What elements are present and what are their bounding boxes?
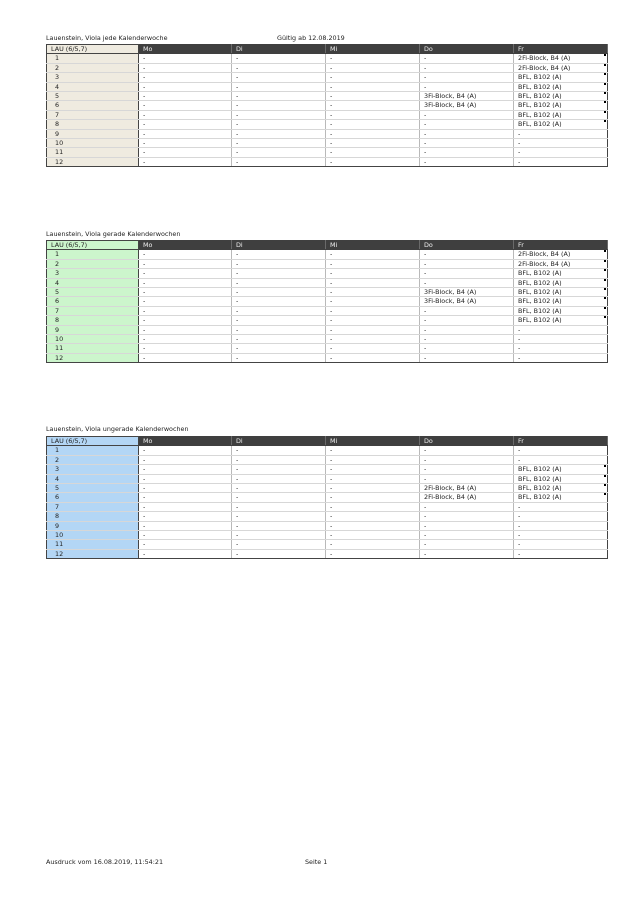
lesson-cell-mi: - xyxy=(326,493,420,502)
lesson-cell-mo: - xyxy=(139,63,232,72)
page-footer xyxy=(46,857,606,867)
lesson-cell-mi: - xyxy=(326,325,420,334)
table-row xyxy=(47,484,608,493)
lesson-cell-fr: BFL, B102 (A) xyxy=(514,484,608,493)
lesson-cell-do: - xyxy=(420,465,514,474)
period-number: 5 xyxy=(47,288,139,297)
lesson-cell-di: - xyxy=(232,455,326,464)
table-row xyxy=(47,120,608,129)
lesson-cell-mi: - xyxy=(326,110,420,119)
lesson-cell-fr: BFL, B102 (A) xyxy=(514,297,608,306)
lesson-cell-di: - xyxy=(232,493,326,502)
lesson-cell-mi: - xyxy=(326,531,420,540)
lesson-cell-mi: - xyxy=(326,63,420,72)
lesson-cell-do: 3Fi-Block, B4 (A) xyxy=(420,288,514,297)
lesson-cell-di: - xyxy=(232,259,326,268)
lesson-cell-mo: - xyxy=(139,148,232,157)
lesson-cell-mo: - xyxy=(139,129,232,138)
lesson-cell-do: 3Fi-Block, B4 (A) xyxy=(420,92,514,101)
period-number: 7 xyxy=(47,110,139,119)
lesson-cell-mo: - xyxy=(139,344,232,353)
period-number: 10 xyxy=(47,531,139,540)
table-row xyxy=(47,306,608,315)
lesson-cell-fr: - xyxy=(514,335,608,344)
lesson-cell-di: - xyxy=(232,157,326,166)
table-row xyxy=(47,148,608,157)
lesson-cell-do: - xyxy=(420,512,514,521)
lesson-cell-mo: - xyxy=(139,493,232,502)
lesson-cell-mi: - xyxy=(326,157,420,166)
day-header-fr: Fr xyxy=(514,437,608,446)
period-number: 12 xyxy=(47,549,139,558)
lesson-cell-di: - xyxy=(232,297,326,306)
table-row xyxy=(47,288,608,297)
table-row xyxy=(47,139,608,148)
lesson-cell-mi: - xyxy=(326,73,420,82)
lesson-cell-di: - xyxy=(232,502,326,511)
lesson-cell-mo: - xyxy=(139,259,232,268)
lesson-cell-mi: - xyxy=(326,353,420,362)
lesson-cell-di: - xyxy=(232,549,326,558)
lesson-cell-fr: BFL, B102 (A) xyxy=(514,278,608,287)
period-number: 1 xyxy=(47,54,139,63)
period-number: 8 xyxy=(47,316,139,325)
lesson-cell-mi: - xyxy=(326,465,420,474)
period-number: 2 xyxy=(47,259,139,268)
lesson-cell-do: 3Fi-Block, B4 (A) xyxy=(420,101,514,110)
table-row xyxy=(47,82,608,91)
lesson-cell-di: - xyxy=(232,484,326,493)
lesson-cell-mo: - xyxy=(139,335,232,344)
lesson-cell-mo: - xyxy=(139,446,232,455)
timetable-corner-label: LAU (6/5,7) xyxy=(47,45,139,54)
lesson-cell-fr: - xyxy=(514,455,608,464)
page-number: Seite 1 xyxy=(305,858,328,866)
lesson-cell-fr: - xyxy=(514,344,608,353)
timetable-corner-label: LAU (6/5,7) xyxy=(47,437,139,446)
lesson-cell-di: - xyxy=(232,353,326,362)
table-row xyxy=(47,259,608,268)
lesson-cell-do: - xyxy=(420,306,514,315)
lesson-cell-do: - xyxy=(420,521,514,530)
period-number: 9 xyxy=(47,521,139,530)
lesson-cell-di: - xyxy=(232,316,326,325)
section-2-header xyxy=(46,229,606,239)
lesson-cell-mo: - xyxy=(139,325,232,334)
lesson-cell-mi: - xyxy=(326,250,420,259)
lesson-cell-do: - xyxy=(420,269,514,278)
period-number: 9 xyxy=(47,129,139,138)
lesson-cell-mi: - xyxy=(326,335,420,344)
lesson-cell-mi: - xyxy=(326,455,420,464)
lesson-cell-mo: - xyxy=(139,297,232,306)
valid-from: Gültig ab 12.08.2019 xyxy=(277,34,345,42)
lesson-cell-do: - xyxy=(420,335,514,344)
table-row xyxy=(47,92,608,101)
lesson-cell-di: - xyxy=(232,446,326,455)
lesson-cell-do: 2Fi-Block, B4 (A) xyxy=(420,484,514,493)
lesson-cell-di: - xyxy=(232,465,326,474)
lesson-cell-mi: - xyxy=(326,474,420,483)
lesson-cell-fr: BFL, B102 (A) xyxy=(514,82,608,91)
day-header-do: Do xyxy=(420,437,514,446)
lesson-cell-fr: BFL, B102 (A) xyxy=(514,269,608,278)
day-header-mi: Mi xyxy=(326,241,420,250)
lesson-cell-fr: BFL, B102 (A) xyxy=(514,316,608,325)
lesson-cell-di: - xyxy=(232,269,326,278)
lesson-cell-mo: - xyxy=(139,455,232,464)
table-row xyxy=(47,549,608,558)
lesson-cell-fr: BFL, B102 (A) xyxy=(514,110,608,119)
print-timestamp: Ausdruck vom 16.08.2019, 11:54:21 xyxy=(46,858,164,866)
lesson-cell-fr: - xyxy=(514,353,608,362)
period-number: 10 xyxy=(47,335,139,344)
lesson-cell-fr: - xyxy=(514,446,608,455)
lesson-cell-di: - xyxy=(232,139,326,148)
lesson-cell-mi: - xyxy=(326,512,420,521)
lesson-cell-do: - xyxy=(420,531,514,540)
lesson-cell-mi: - xyxy=(326,446,420,455)
lesson-cell-fr: BFL, B102 (A) xyxy=(514,92,608,101)
lesson-cell-mo: - xyxy=(139,120,232,129)
lesson-cell-mo: - xyxy=(139,157,232,166)
lesson-cell-mi: - xyxy=(326,344,420,353)
period-number: 2 xyxy=(47,455,139,464)
lesson-cell-di: - xyxy=(232,250,326,259)
day-header-di: Di xyxy=(232,437,326,446)
table-row xyxy=(47,465,608,474)
lesson-cell-do: - xyxy=(420,353,514,362)
table-row xyxy=(47,278,608,287)
table-row xyxy=(47,531,608,540)
lesson-cell-fr: 2Fi-Block, B4 (A) xyxy=(514,63,608,72)
lesson-cell-di: - xyxy=(232,278,326,287)
table-row xyxy=(47,110,608,119)
lesson-cell-di: - xyxy=(232,129,326,138)
lesson-cell-mi: - xyxy=(326,129,420,138)
lesson-cell-mo: - xyxy=(139,306,232,315)
lesson-cell-do: 2Fi-Block, B4 (A) xyxy=(420,493,514,502)
period-number: 3 xyxy=(47,269,139,278)
section-1-header xyxy=(46,33,606,43)
table-row xyxy=(47,493,608,502)
lesson-cell-di: - xyxy=(232,344,326,353)
day-header-mi: Mi xyxy=(326,437,420,446)
lesson-cell-di: - xyxy=(232,531,326,540)
lesson-cell-fr: BFL, B102 (A) xyxy=(514,474,608,483)
table-row xyxy=(47,129,608,138)
period-number: 4 xyxy=(47,474,139,483)
lesson-cell-fr: - xyxy=(514,549,608,558)
lesson-cell-di: - xyxy=(232,288,326,297)
lesson-cell-mi: - xyxy=(326,306,420,315)
lesson-cell-mo: - xyxy=(139,531,232,540)
lesson-cell-do: - xyxy=(420,540,514,549)
lesson-cell-mo: - xyxy=(139,474,232,483)
lesson-cell-do: - xyxy=(420,344,514,353)
lesson-cell-mo: - xyxy=(139,250,232,259)
lesson-cell-di: - xyxy=(232,512,326,521)
lesson-cell-fr: - xyxy=(514,502,608,511)
lesson-cell-mo: - xyxy=(139,288,232,297)
period-number: 12 xyxy=(47,157,139,166)
table-row xyxy=(47,63,608,72)
lesson-cell-mo: - xyxy=(139,54,232,63)
timetable-body xyxy=(47,446,608,559)
lesson-cell-mo: - xyxy=(139,540,232,549)
section-title: Lauenstein, Viola ungerade Kalenderwochen xyxy=(46,425,189,433)
timetable-corner-label: LAU (6/5,7) xyxy=(47,241,139,250)
period-number: 1 xyxy=(47,250,139,259)
timetable-body xyxy=(47,54,608,167)
lesson-cell-mi: - xyxy=(326,316,420,325)
period-number: 3 xyxy=(47,73,139,82)
period-number: 2 xyxy=(47,63,139,72)
lesson-cell-mi: - xyxy=(326,120,420,129)
lesson-cell-do: - xyxy=(420,63,514,72)
table-row xyxy=(47,250,608,259)
lesson-cell-do: - xyxy=(420,325,514,334)
table-row xyxy=(47,521,608,530)
lesson-cell-fr: - xyxy=(514,157,608,166)
period-number: 11 xyxy=(47,344,139,353)
lesson-cell-mo: - xyxy=(139,512,232,521)
period-number: 8 xyxy=(47,120,139,129)
period-number: 3 xyxy=(47,465,139,474)
lesson-cell-do: - xyxy=(420,120,514,129)
lesson-cell-di: - xyxy=(232,474,326,483)
table-row xyxy=(47,316,608,325)
table-row xyxy=(47,297,608,306)
lesson-cell-mo: - xyxy=(139,82,232,91)
lesson-cell-di: - xyxy=(232,101,326,110)
lesson-cell-fr: BFL, B102 (A) xyxy=(514,288,608,297)
lesson-cell-do: - xyxy=(420,73,514,82)
period-number: 4 xyxy=(47,82,139,91)
lesson-cell-mo: - xyxy=(139,101,232,110)
period-number: 9 xyxy=(47,325,139,334)
period-number: 12 xyxy=(47,353,139,362)
lesson-cell-do: - xyxy=(420,54,514,63)
table-row xyxy=(47,335,608,344)
lesson-cell-fr: - xyxy=(514,531,608,540)
lesson-cell-mi: - xyxy=(326,288,420,297)
lesson-cell-mi: - xyxy=(326,101,420,110)
day-header-do: Do xyxy=(420,241,514,250)
period-number: 5 xyxy=(47,92,139,101)
lesson-cell-mo: - xyxy=(139,73,232,82)
lesson-cell-mo: - xyxy=(139,269,232,278)
lesson-cell-di: - xyxy=(232,148,326,157)
timetable-even-weeks xyxy=(46,240,608,363)
period-number: 6 xyxy=(47,493,139,502)
lesson-cell-mo: - xyxy=(139,139,232,148)
lesson-cell-di: - xyxy=(232,120,326,129)
lesson-cell-di: - xyxy=(232,521,326,530)
lesson-cell-di: - xyxy=(232,92,326,101)
lesson-cell-di: - xyxy=(232,306,326,315)
lesson-cell-do: - xyxy=(420,129,514,138)
lesson-cell-mi: - xyxy=(326,92,420,101)
day-header-fr: Fr xyxy=(514,45,608,54)
lesson-cell-mi: - xyxy=(326,521,420,530)
table-row xyxy=(47,325,608,334)
section-title: Lauenstein, Viola gerade Kalenderwochen xyxy=(46,230,181,238)
day-header-mo: Mo xyxy=(139,241,232,250)
lesson-cell-di: - xyxy=(232,82,326,91)
day-header-mo: Mo xyxy=(139,437,232,446)
period-number: 6 xyxy=(47,101,139,110)
lesson-cell-fr: 2Fi-Block, B4 (A) xyxy=(514,250,608,259)
period-number: 11 xyxy=(47,540,139,549)
period-number: 8 xyxy=(47,512,139,521)
lesson-cell-fr: - xyxy=(514,139,608,148)
lesson-cell-di: - xyxy=(232,54,326,63)
lesson-cell-mi: - xyxy=(326,540,420,549)
period-number: 7 xyxy=(47,502,139,511)
lesson-cell-do: 3Fi-Block, B4 (A) xyxy=(420,297,514,306)
lesson-cell-di: - xyxy=(232,73,326,82)
lesson-cell-do: - xyxy=(420,259,514,268)
lesson-cell-do: - xyxy=(420,82,514,91)
lesson-cell-do: - xyxy=(420,446,514,455)
lesson-cell-do: - xyxy=(420,250,514,259)
timetable-every-week xyxy=(46,44,608,167)
lesson-cell-di: - xyxy=(232,325,326,334)
lesson-cell-mi: - xyxy=(326,484,420,493)
lesson-cell-mo: - xyxy=(139,484,232,493)
lesson-cell-fr: BFL, B102 (A) xyxy=(514,465,608,474)
lesson-cell-mi: - xyxy=(326,278,420,287)
period-number: 6 xyxy=(47,297,139,306)
period-number: 10 xyxy=(47,139,139,148)
lesson-cell-do: - xyxy=(420,474,514,483)
day-header-fr: Fr xyxy=(514,241,608,250)
lesson-cell-mi: - xyxy=(326,502,420,511)
period-number: 1 xyxy=(47,446,139,455)
lesson-cell-fr: BFL, B102 (A) xyxy=(514,493,608,502)
lesson-cell-mo: - xyxy=(139,92,232,101)
lesson-cell-fr: - xyxy=(514,540,608,549)
day-header-mo: Mo xyxy=(139,45,232,54)
lesson-cell-do: - xyxy=(420,316,514,325)
lesson-cell-fr: - xyxy=(514,129,608,138)
table-row xyxy=(47,540,608,549)
lesson-cell-do: - xyxy=(420,549,514,558)
lesson-cell-mo: - xyxy=(139,353,232,362)
table-row xyxy=(47,512,608,521)
day-header-di: Di xyxy=(232,241,326,250)
table-row xyxy=(47,344,608,353)
lesson-cell-fr: BFL, B102 (A) xyxy=(514,306,608,315)
table-row xyxy=(47,54,608,63)
table-row xyxy=(47,474,608,483)
period-number: 4 xyxy=(47,278,139,287)
section-title: Lauenstein, Viola jede Kalenderwoche xyxy=(46,34,168,42)
day-header-di: Di xyxy=(232,45,326,54)
lesson-cell-fr: - xyxy=(514,325,608,334)
timetable-odd-weeks xyxy=(46,436,608,559)
lesson-cell-mo: - xyxy=(139,278,232,287)
lesson-cell-fr: - xyxy=(514,521,608,530)
lesson-cell-mi: - xyxy=(326,54,420,63)
lesson-cell-do: - xyxy=(420,157,514,166)
lesson-cell-fr: - xyxy=(514,512,608,521)
day-header-do: Do xyxy=(420,45,514,54)
lesson-cell-do: - xyxy=(420,110,514,119)
lesson-cell-mi: - xyxy=(326,259,420,268)
lesson-cell-fr: BFL, B102 (A) xyxy=(514,73,608,82)
timetable-body xyxy=(47,250,608,363)
lesson-cell-mi: - xyxy=(326,148,420,157)
lesson-cell-do: - xyxy=(420,148,514,157)
lesson-cell-fr: - xyxy=(514,148,608,157)
lesson-cell-mi: - xyxy=(326,549,420,558)
lesson-cell-do: - xyxy=(420,139,514,148)
table-row xyxy=(47,446,608,455)
lesson-cell-mi: - xyxy=(326,297,420,306)
table-row xyxy=(47,101,608,110)
lesson-cell-mo: - xyxy=(139,110,232,119)
lesson-cell-mo: - xyxy=(139,502,232,511)
lesson-cell-fr: 2Fi-Block, B4 (A) xyxy=(514,54,608,63)
table-row xyxy=(47,455,608,464)
period-number: 7 xyxy=(47,306,139,315)
section-3-header xyxy=(46,424,606,434)
table-row xyxy=(47,73,608,82)
lesson-cell-mo: - xyxy=(139,316,232,325)
lesson-cell-di: - xyxy=(232,63,326,72)
lesson-cell-di: - xyxy=(232,335,326,344)
table-row xyxy=(47,269,608,278)
lesson-cell-fr: 2Fi-Block, B4 (A) xyxy=(514,259,608,268)
lesson-cell-fr: BFL, B102 (A) xyxy=(514,120,608,129)
lesson-cell-mo: - xyxy=(139,521,232,530)
lesson-cell-di: - xyxy=(232,110,326,119)
lesson-cell-mi: - xyxy=(326,139,420,148)
lesson-cell-do: - xyxy=(420,502,514,511)
lesson-cell-mi: - xyxy=(326,82,420,91)
lesson-cell-do: - xyxy=(420,278,514,287)
lesson-cell-fr: BFL, B102 (A) xyxy=(514,101,608,110)
lesson-cell-mi: - xyxy=(326,269,420,278)
table-row xyxy=(47,157,608,166)
day-header-mi: Mi xyxy=(326,45,420,54)
table-row xyxy=(47,502,608,511)
lesson-cell-mo: - xyxy=(139,465,232,474)
period-number: 5 xyxy=(47,484,139,493)
lesson-cell-di: - xyxy=(232,540,326,549)
lesson-cell-mo: - xyxy=(139,549,232,558)
period-number: 11 xyxy=(47,148,139,157)
lesson-cell-do: - xyxy=(420,455,514,464)
table-row xyxy=(47,353,608,362)
